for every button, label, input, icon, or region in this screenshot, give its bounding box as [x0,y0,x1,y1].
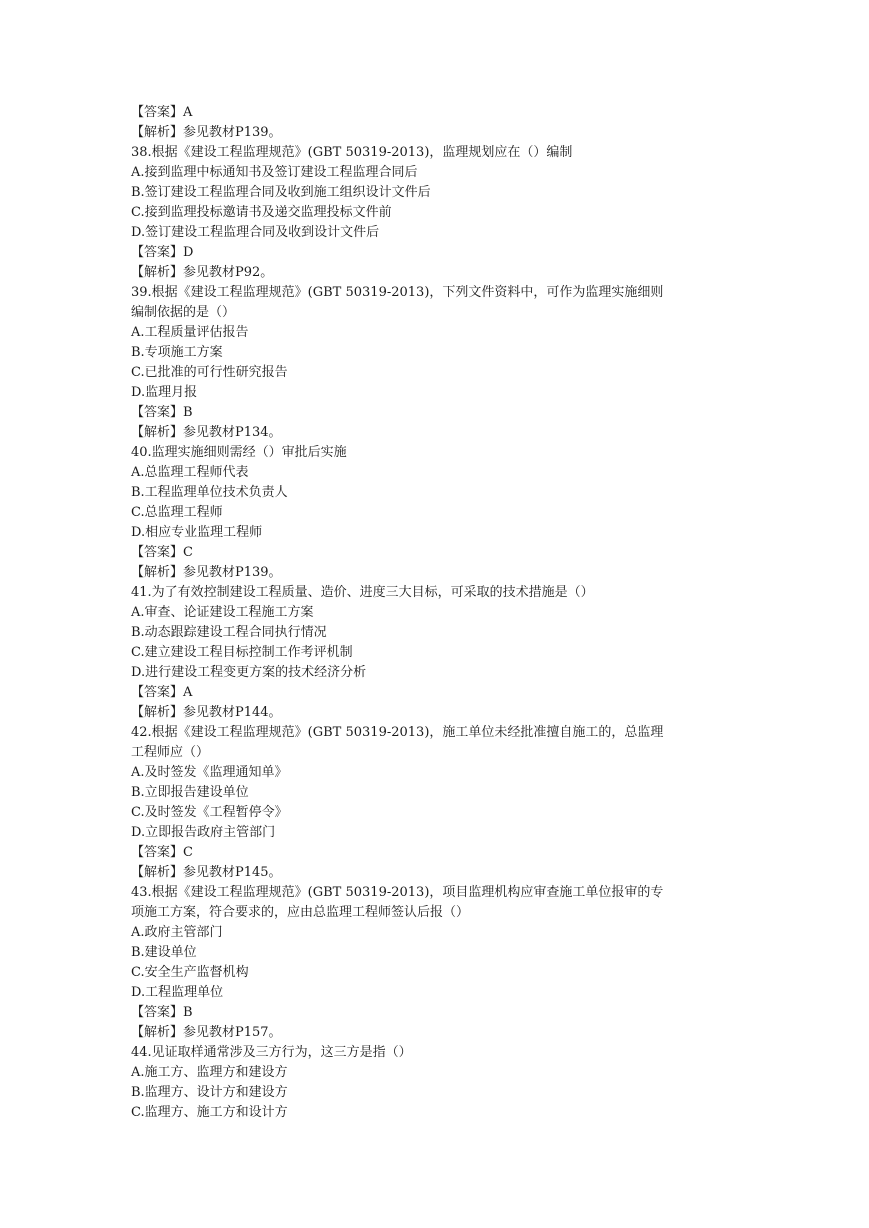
question-42-option-d: D.立即报告政府主管部门 [131,825,276,840]
question-38-option-c: C.接到监理投标邀请书及递交监理投标文件前 [131,205,392,220]
explanation-line: 【解析】参见教材P139。 [131,125,282,140]
question-43-stem-line-1: 43.根据《建设工程监理规范》(GBT 50319-2013)，项目监理机构应审查施工单位报审的专 [131,885,664,900]
question-41-option-b: B.动态跟踪建设工程合同执行情况 [131,625,327,640]
question-43-explanation: 【解析】参见教材P157。 [131,1025,282,1040]
question-38-option-b: B.签订建设工程监理合同及收到施工组织设计文件后 [131,185,431,200]
question-43-option-c: C.安全生产监督机构 [131,965,249,980]
question-40-answer: 【答案】C [131,545,193,560]
question-38-option-a: A.接到监理中标通知书及签订建设工程监理合同后 [131,165,418,180]
question-39-option-d: D.监理月报 [131,385,198,400]
answer-line: 【答案】A [131,105,193,120]
question-42-option-b: B.立即报告建设单位 [131,785,249,800]
question-40-explanation: 【解析】参见教材P139。 [131,565,282,580]
question-text-block [131,103,741,1123]
question-40-stem: 40.监理实施细则需经（）审批后实施 [131,445,347,460]
question-40-option-b: B.工程监理单位技术负责人 [131,485,288,500]
question-42-answer: 【答案】C [131,845,193,860]
question-44-stem: 44.见证取样通常涉及三方行为，这三方是指（） [131,1045,412,1060]
question-41-explanation: 【解析】参见教材P144。 [131,705,282,720]
question-39-explanation: 【解析】参见教材P134。 [131,425,282,440]
question-40-option-c: C.总监理工程师 [131,505,223,520]
question-43-option-d: D.工程监理单位 [131,985,224,1000]
question-38-answer: 【答案】D [131,245,194,260]
question-42-stem-line-1: 42.根据《建设工程监理规范》(GBT 50319-2013)，施工单位未经批准擅自施工的，总监理 [131,725,664,740]
question-41-option-d: D.进行建设工程变更方案的技术经济分析 [131,665,367,680]
question-43-option-a: A.政府主管部门 [131,925,223,940]
question-39-stem-line-1: 39.根据《建设工程监理规范》(GBT 50319-2013)，下列文件资料中，可作为监理实施细则 [131,285,664,300]
question-41-option-a: A.审查、论证建设工程施工方案 [131,605,314,620]
question-42-stem-line-2: 工程师应（） [131,745,210,760]
question-42-option-c: C.及时签发《工程暂停令》 [131,805,288,820]
question-42-option-a: A.及时签发《监理通知单》 [131,765,288,780]
question-43-stem-line-2: 项施工方案，符合要求的，应由总监理工程师签认后报（） [131,905,470,920]
question-39-option-a: A.工程质量评估报告 [131,325,249,340]
question-42-explanation: 【解析】参见教材P145。 [131,865,282,880]
question-40-option-a: A.总监理工程师代表 [131,465,249,480]
question-41-stem: 41.为了有效控制建设工程质量、造价、进度三大目标，可采取的技术措施是（） [131,585,594,600]
question-38-option-d: D.签订建设工程监理合同及收到设计文件后 [131,225,380,240]
question-44-option-c: C.监理方、施工方和设计方 [131,1105,288,1120]
question-43-answer: 【答案】B [131,1005,193,1020]
question-38-explanation: 【解析】参见教材P92。 [131,265,274,280]
question-39-option-b: B.专项施工方案 [131,345,223,360]
question-43-option-b: B.建设单位 [131,945,197,960]
question-39-stem-line-2: 编制依据的是（） [131,305,236,320]
question-41-answer: 【答案】A [131,685,193,700]
question-41-option-c: C.建立建设工程目标控制工作考评机制 [131,645,353,660]
question-40-option-d: D.相应专业监理工程师 [131,525,263,540]
question-39-option-c: C.已批准的可行性研究报告 [131,365,288,380]
question-38-stem: 38.根据《建设工程监理规范》(GBT 50319-2013)，监理规划应在（）编制 [131,145,573,160]
question-39-answer: 【答案】B [131,405,193,420]
question-44-option-a: A.施工方、监理方和建设方 [131,1065,288,1080]
question-44-option-b: B.监理方、设计方和建设方 [131,1085,288,1100]
